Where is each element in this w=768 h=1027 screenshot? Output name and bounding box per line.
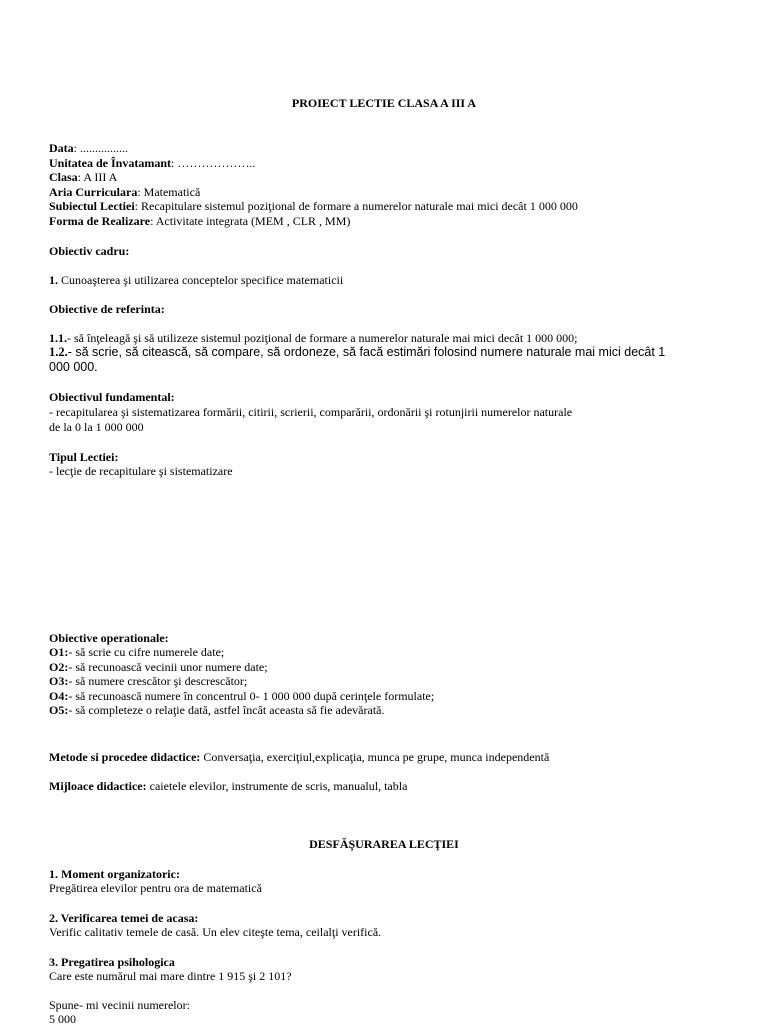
obiectivul-fundamental-heading: Obiectivul fundamental: [49,390,175,404]
obiectiv-referinta-1-2: 1.2.- să scrie, să citească, să compare, să ordoneze, să facă estimări folosind numere naturale mai mici decât 1 000 000. [49,345,666,374]
obiectivul-fundamental-line-2: de la 0 la 1 000 000 [49,420,144,434]
info-row-data: Data: ................ [49,141,129,155]
objectiv-cadru-item: 1. Cunoaşterea şi utilizarea conceptelor specifice matematicii [49,273,344,287]
section-1-heading: 1. Moment organizatoric: [49,867,180,881]
list-item: O4:- să recunoască numere în concentrul 0- 1 000 000 după cerinţele formulate; [49,688,435,703]
section-2-text: Verific calitativ temele de casă. Un elev citeşte tema, ceilalţi verifică. [49,925,382,939]
section-3-text: Care este numărul mai mare dintre 1 915 şi 2 101? [49,969,292,983]
tipul-lectiei-heading: Tipul Lectiei: [49,450,119,464]
lesson-info [49,141,739,228]
objectiv-cadru-heading: Obiectiv cadru: [49,244,130,258]
desfasurare-heading: DESFĂŞURAREA LECŢIEI [309,837,459,851]
section-3-text-3: 5 000 [49,1012,76,1026]
section-3-heading: 3. Pregatirea psihologica [49,955,175,969]
tipul-lectiei-line: - lecţie de recapitulare şi sistematizare [49,464,233,478]
list-item: O3:- să numere crescător şi descrescător; [49,674,248,688]
info-row-aria: Aria Curriculara: Matematică [49,184,201,199]
info-row-forma: Forma de Realizare: Activitate integrata (MEM , CLR , MM) [49,213,351,228]
section-1-text: Pregătirea elevilor pentru ora de matematică [49,881,262,895]
obiectiv-referinta-1-1: 1.1.- să înţeleagă şi să utilizeze sistemul poziţional de formare a numerelor naturale mai mici decât 1 000 000; [49,331,578,345]
info-row-clasa: Clasa: A III A [49,170,118,184]
obiective-operationale-heading: Obiective operationale: [49,631,169,645]
obiectivul-fundamental-line-1: - recapitularea şi sistematizarea formării, citirii, scrierii, comparării, ordonării şi rotunjirii numerelor naturale [49,405,573,419]
section-3-text-2: Spune- mi vecinii numerelor: [49,998,190,1012]
obiective-operationale-list [49,645,739,718]
metode-didactice: Metode si procedee didactice: Conversaţia, exerciţiul,explicaţia, munca pe grupe, munca independentă [49,750,550,764]
list-item: O5:- să completeze o relaţie dată, astfel încât aceasta să fie adevărată. [49,703,385,717]
list-item: O2:- să recunoască vecinii unor numere date; [49,659,268,674]
section-2-heading: 2. Verificarea temei de acasa: [49,911,199,925]
info-row-unitate: Unitatea de Învatamant: ……………….. [49,155,256,170]
page-title: PROIECT LECTIE CLASA A III A [291,96,477,110]
list-item: O1:- să scrie cu cifre numerele date; [49,645,225,659]
info-row-subiect: Subiectul Lectiei: Recapitulare sistemul poziţional de formare a numerelor naturale mai mici decât 1 000 000 [49,199,578,213]
mijloace-didactice: Mijloace didactice: caietele elevilor, instrumente de scris, manualul, tabla [49,779,408,793]
obiective-referinta-heading: Obiective de referinta: [49,302,165,316]
